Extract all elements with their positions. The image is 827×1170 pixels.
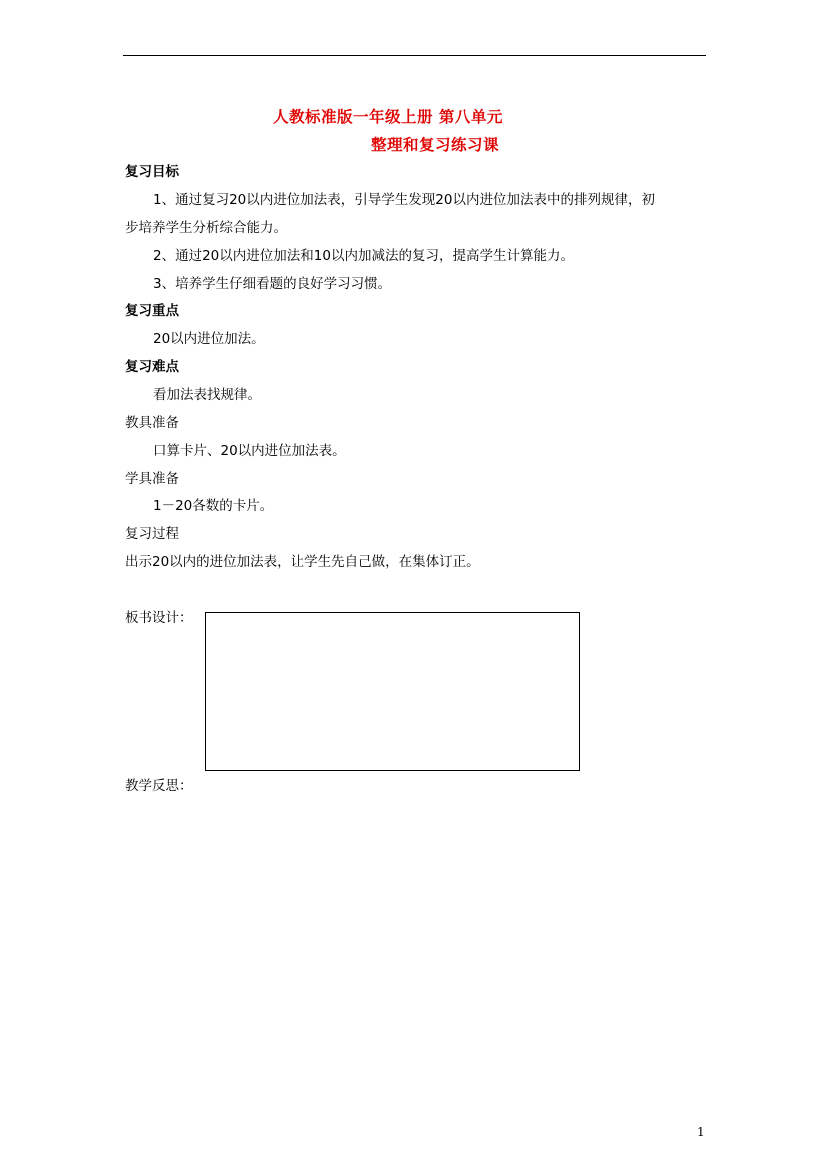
- goal-item-1-continued: 步培养学生分析综合能力。: [125, 220, 287, 236]
- teacher-tools-text: 口算卡片、20以内进位加法表。: [153, 443, 346, 459]
- document-subtitle: 整理和复习练习课: [371, 136, 500, 154]
- goals-heading: 复习目标: [125, 164, 179, 180]
- process-text: 出示20以内的进位加法表，让学生先自己做，在集体订正。: [125, 554, 480, 570]
- goal-item-1: 1、通过复习20以内进位加法表，引导学生发现20以内进位加法表中的排列规律，初: [153, 192, 655, 208]
- board-design-label: 板书设计：: [125, 610, 193, 626]
- board-design-box: [205, 612, 580, 771]
- difficulty-text: 看加法表找规律。: [153, 387, 261, 403]
- document-title: 人教标准版一年级上册 第八单元: [273, 108, 503, 126]
- student-tools-text: 1－20各数的卡片。: [153, 498, 274, 514]
- student-tools-heading: 学具准备: [125, 471, 179, 487]
- reflection-label: 教学反思：: [125, 778, 193, 794]
- goal-item-2: 2、通过20以内进位加法和10以内加减法的复习，提高学生计算能力。: [153, 248, 574, 264]
- header-rule: [123, 55, 706, 56]
- process-heading: 复习过程: [125, 526, 179, 542]
- goal-item-3: 3、培养学生仔细看题的良好学习习惯。: [153, 276, 392, 292]
- focus-text: 20以内进位加法。: [153, 331, 265, 347]
- focus-heading: 复习重点: [125, 303, 179, 319]
- teacher-tools-heading: 教具准备: [125, 415, 179, 431]
- difficulty-heading: 复习难点: [125, 359, 179, 375]
- page-number: 1: [697, 1125, 705, 1139]
